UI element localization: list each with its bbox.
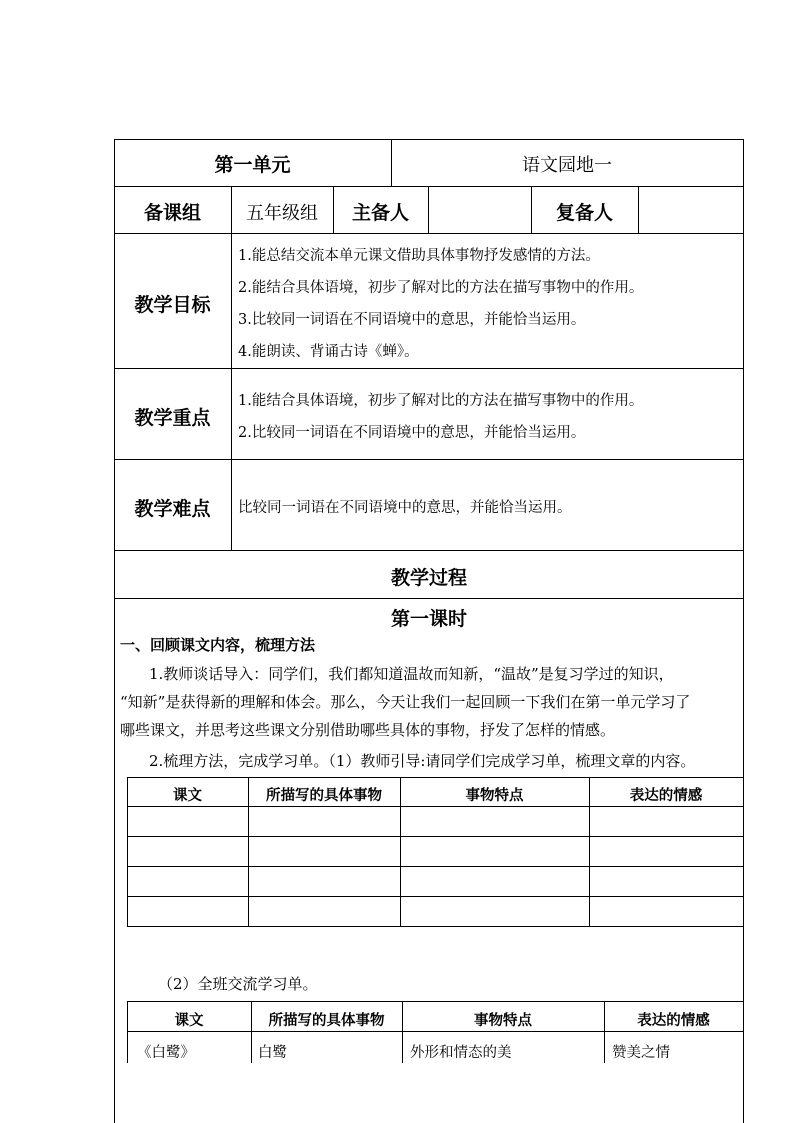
group-value: 五年级组: [246, 203, 318, 224]
table-header: 所描写的具体事物: [268, 1012, 385, 1029]
group-label: 备课组: [143, 202, 201, 224]
table-header: 事物特点: [474, 1012, 532, 1029]
objective-item: 2.能结合具体语境，初步了解对比的方法在描写事物中的作用。: [238, 280, 644, 296]
key-point-item: 2.比较同一词语在不同语境中的意思，并能恰当运用。: [238, 425, 586, 441]
objective-item: 4.能朗读、背诵古诗《蝉》。: [238, 344, 419, 360]
table-cell: 《白鹭》: [137, 1045, 195, 1061]
key-points-label: 教学重点: [134, 407, 211, 429]
paragraph-line: 哪些课文，并思考这些课文分别借助哪些具体的事物，抒发了怎样的情感。: [120, 721, 616, 739]
table-header: 课文: [173, 787, 202, 804]
difficulties-label: 教学难点: [134, 498, 211, 520]
sub-step-label: （2）全班交流学习单。: [158, 975, 318, 993]
table-cell: 外形和情态的美: [410, 1045, 512, 1061]
objective-item: 3.比较同一词语在不同语境中的意思，并能恰当运用。: [238, 312, 586, 328]
process-title: 教学过程: [390, 567, 467, 589]
table-header: 表达的情感: [637, 1012, 710, 1029]
table-header: 表达的情感: [629, 787, 703, 804]
unit-title: 第一单元: [214, 154, 291, 176]
difficulties-text: 比较同一词语在不同语境中的意思，并能恰当运用。: [238, 500, 572, 516]
lesson-period-title: 第一课时: [390, 608, 467, 630]
objectives-label: 教学目标: [134, 294, 211, 316]
table-header: 课文: [174, 1012, 204, 1029]
table-header: 事物特点: [465, 787, 524, 804]
table-header: 所描写的具体事物: [266, 787, 382, 804]
table-cell: 白鹭: [258, 1045, 287, 1061]
key-point-item: 1.能结合具体语境，初步了解对比的方法在描写事物中的作用。: [238, 393, 644, 409]
co-preparer-label: 复备人: [555, 202, 613, 224]
main-preparer-label: 主备人: [351, 202, 409, 224]
objective-item: 1.能总结交流本单元课文借助具体事物抒发感情的方法。: [238, 248, 600, 264]
paragraph-line: 1.教师谈话导入：同学们，我们都知道温故而知新，“温故”是复习学过的知识，: [149, 665, 674, 683]
paragraph-line: “知新”是获得新的理解和体会。那么，今天让我们一起回顾一下我们在第一单元学习了: [120, 693, 691, 711]
paragraph-line: 2.梳理方法，完成学习单。（1）教师引导:请同学们完成学习单，梳理文章的内容。: [149, 752, 696, 770]
lesson-title: 语文园地一: [522, 155, 612, 176]
table-cell: 赞美之情: [612, 1045, 670, 1061]
section-heading: 一、回顾课文内容，梳理方法: [120, 636, 316, 654]
